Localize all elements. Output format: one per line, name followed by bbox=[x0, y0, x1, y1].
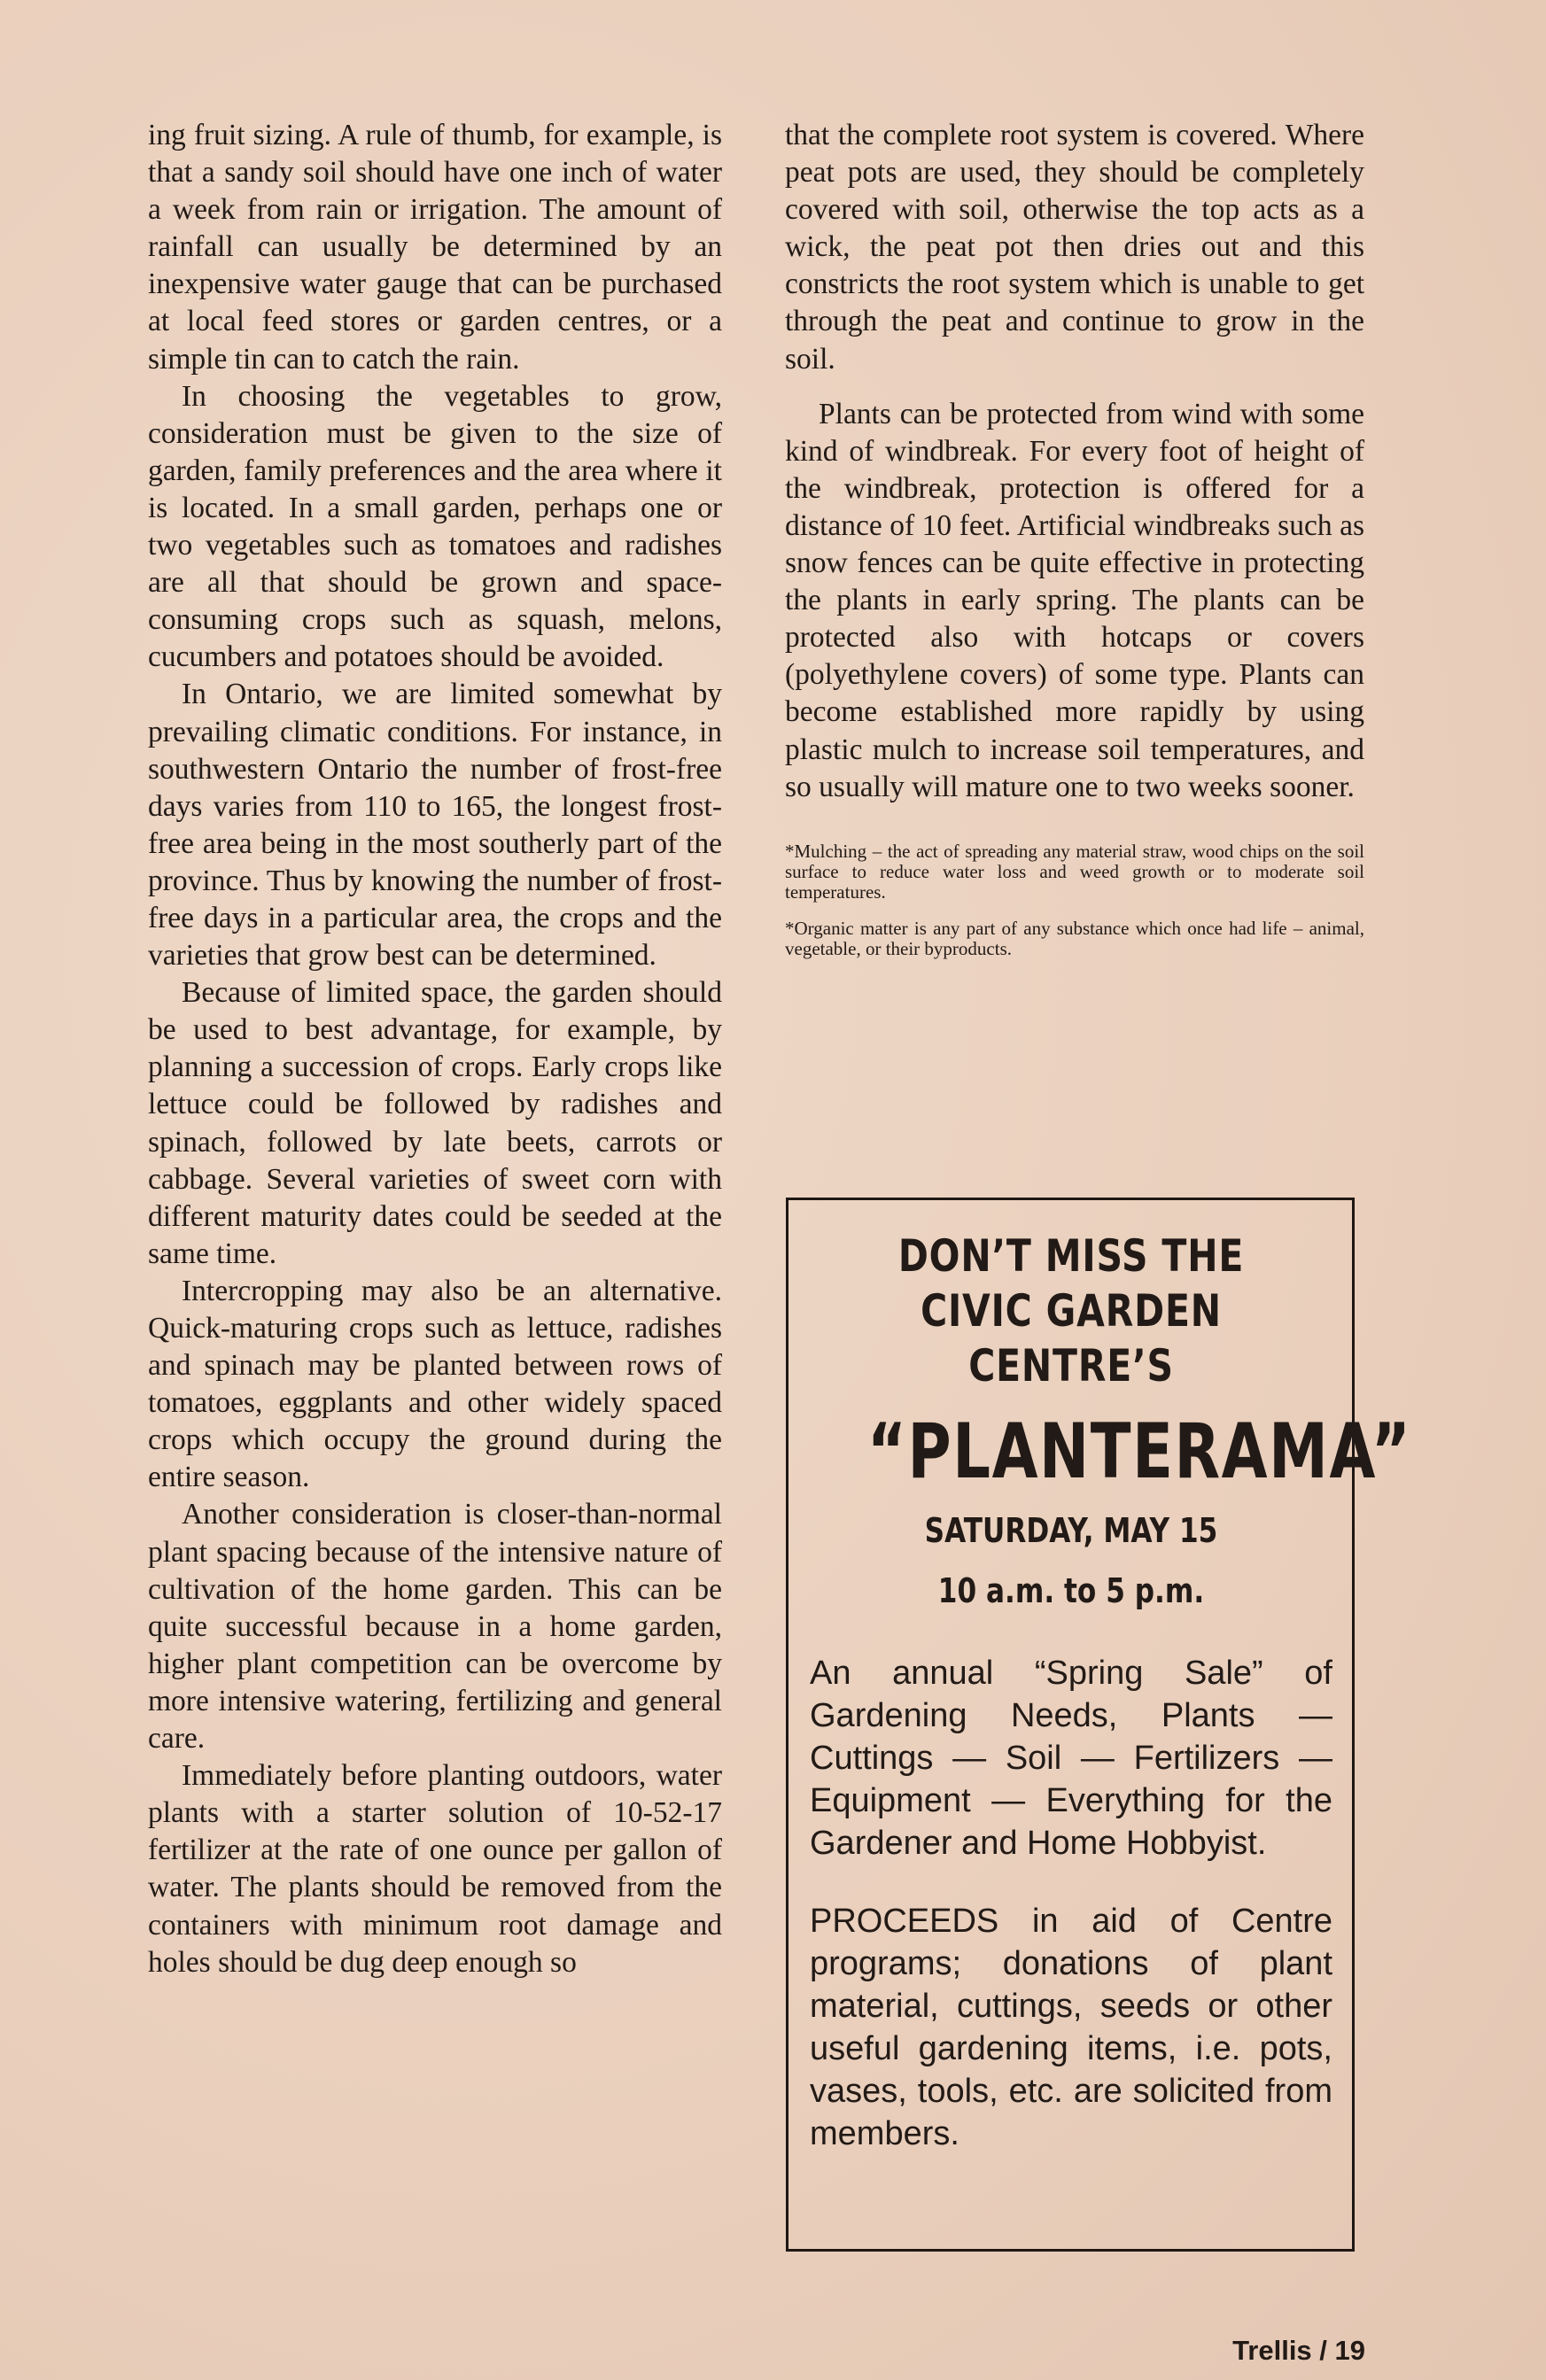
footnote-mulching: *Mulching – the act of spreading any material straw, wood chips on the soil surface to reduce water loss and weed growth or to moderate soil temperatures. bbox=[785, 840, 1364, 903]
ad-proceeds: PROCEEDS in aid of Centre programs; donations of plant material, cuttings, seeds or other useful gardening items, i.e. pots, vases, tools, etc. are solicited from members. bbox=[810, 1903, 1332, 2152]
left-column bbox=[148, 117, 722, 1981]
ad-event-name: “PLANTERAMA” bbox=[866, 1407, 1412, 1496]
ad-headline-line-3: CENTRE’S bbox=[968, 1340, 1174, 1392]
planterama-advertisement bbox=[786, 1198, 1412, 2252]
paragraph: Plants can be protected from wind with some kind of windbreak. For every foot of height of the windbreak, protection is offered for a distance of 10 feet. Artificial windbreaks such as snow fences can be quite effective in protecting the plants in early spring. The plants can be protected also with hotcaps or covers (polyethylene covers) of some type. Plants can become established more rapidly by using plastic mulch to increase soil temperatures, and so usually will mature one to two weeks sooner. bbox=[785, 397, 1364, 803]
paragraph: In Ontario, we are limited somewhat by prevailing climatic conditions. For instance, in southwestern Ontario the number of frost-free days varies from 110 to 165, the longest frost-free area being in the most southerly part of the province. Thus by knowing the number of frost-free days in a particular area, the crops and the varieties that grow best can be determined. bbox=[148, 678, 722, 973]
paragraph: In choosing the vegetables to grow, consideration must be given to the size of garden, family preferences and the area where it is located. In a small garden, perhaps one or two vegetables such as tomatoes and radishes are all that should be grown and space-consuming crops such as squash, melons, cucumbers and potatoes should be avoided. bbox=[148, 379, 722, 674]
paragraph: ing fruit sizing. A rule of thumb, for example, is that a sandy soil should have one inch of water a week from rain or irrigation. The amount of rainfall can usually be determined by an inexpensive water gauge that can be purchased at local feed stores or garden centres, or a simple tin can to catch the rain. bbox=[148, 119, 722, 376]
page-footer: Trellis / 19 bbox=[1232, 2335, 1365, 2366]
ad-time: 10 a.m. to 5 p.m. bbox=[937, 1571, 1205, 1610]
ad-headline-line-1: DON’T MISS THE bbox=[897, 1230, 1245, 1282]
ad-headline-line-2: CIVIC GARDEN bbox=[921, 1285, 1222, 1337]
paragraph: Immediately before planting outdoors, water plants with a starter solution of 10-52-17 fertilizer at the rate of one ounce per gallon of water. The plants should be removed from the containers with minimum root damage and holes should be dug deep enough so bbox=[148, 1759, 722, 1979]
paragraph: Because of limited space, the garden should be used to best advantage, for example, by planning a succession of crops. Early crops like lettuce could be followed by radishes and spinach, followed by late beets, carrots or cabbage. Several varieties of sweet corn with different maturity dates could be seeded at the same time. bbox=[148, 976, 722, 1270]
footnotes bbox=[785, 841, 1364, 959]
paragraph: Another consideration is closer-than-normal plant spacing because of the intensive nature of cultivation of the home garden. This can be quite successful because in a home garden, higher plant competition can be overcome by more intensive watering, fertilizing and general care. bbox=[148, 1498, 722, 1756]
paragraph: that the complete root system is covered. Where peat pots are used, they should be completely covered with soil, otherwise the top acts as a wick, the peat pot then dries out and this constricts the root system which is unable to get through the peat and continue to grow in the soil. bbox=[785, 119, 1364, 376]
paragraph: Intercropping may also be an alternative. Quick-maturing crops such as lettuce, radishes and spinach may be planted between rows of tomatoes, eggplants and other widely spaced crops which occupy the ground during the entire season. bbox=[148, 1274, 722, 1494]
ad-description: An annual “Spring Sale” of Gardening Needs, Plants — Cuttings — Soil — Fertilizers — Equipment — Everything for the Gardener and Home Hobbyist. bbox=[810, 1655, 1332, 1862]
footnote-organic-matter: *Organic matter is any part of any substance which once had life – animal, vegetable, or their byproducts. bbox=[785, 917, 1364, 959]
ad-date: SATURDAY, MAY 15 bbox=[924, 1511, 1218, 1550]
right-column bbox=[785, 117, 1364, 975]
